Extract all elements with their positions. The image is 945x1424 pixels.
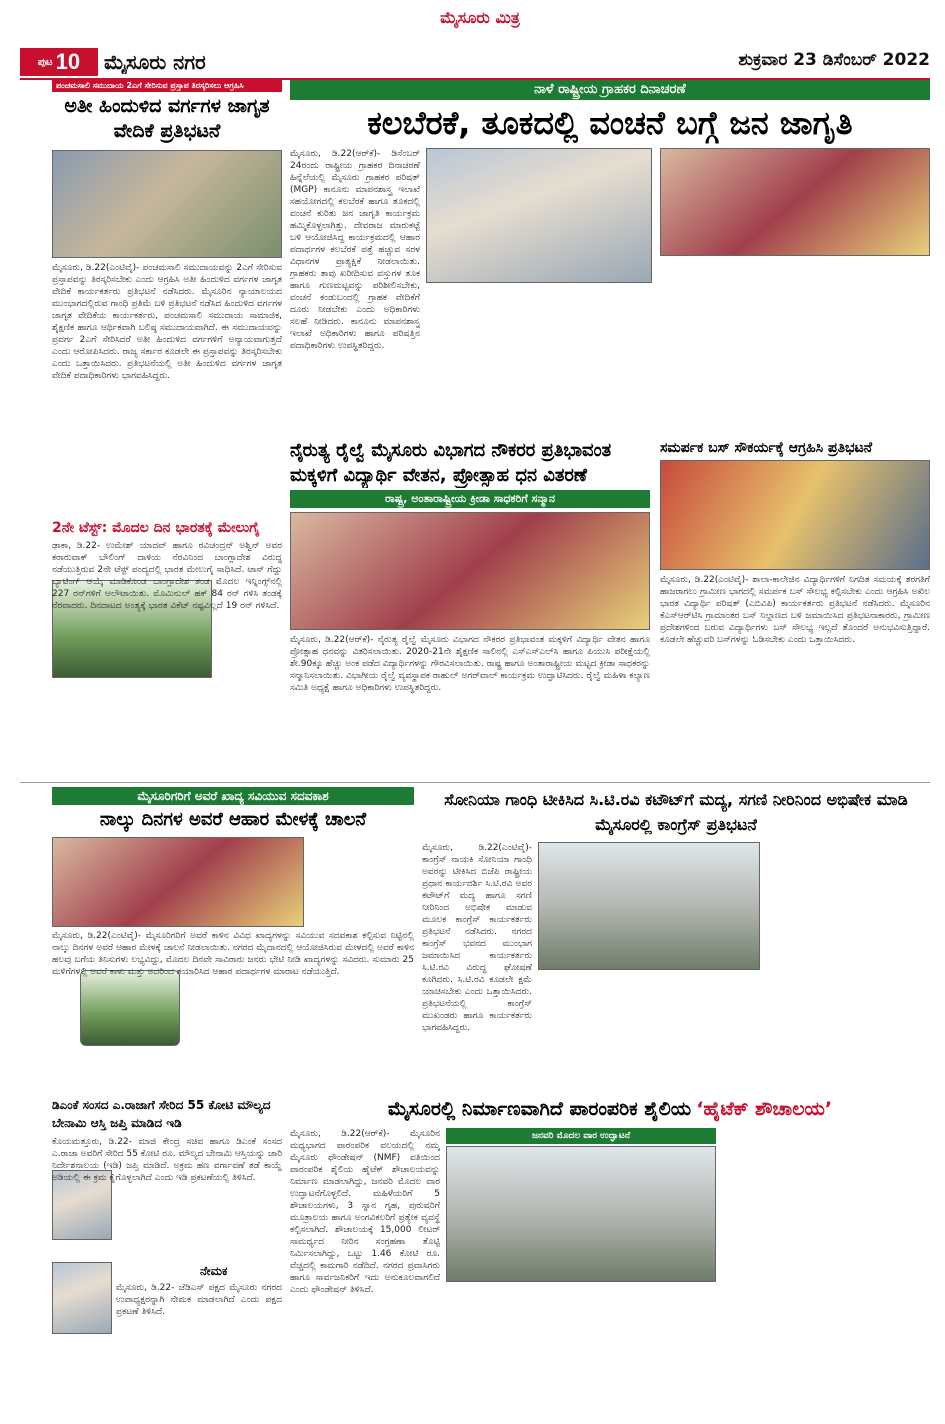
a2-body-continued	[426, 288, 652, 431]
a6-body: ಮೈಸೂರು, ಡಿ.22(ಎಂಟಿವೈ)- ಮೈಸೂರಿಗರಿಗೆ ಅವರೆ ಕಾಳಿನ ವಿವಿಧ ಖಾದ್ಯಗಳನ್ನು ಸವಿಯುವ ಸದವಕಾಶ ಕಲ್ಪಿಸುವ ನಿಟ್ಟಿನಲ್ಲಿ ನಾಲ್ಕು ದಿನಗಳ ಅವರೆ ಆಹಾರ ಮೇಳಕ್ಕೆ ಚಾಲನೆ ನೀಡಲಾಯಿತು. ನಗರದ ಮೈದಾನದಲ್ಲಿ ಆಯೋಜಿಸಿರುವ ಮೇಳದಲ್ಲಿ ಅವರೆ ಕಾಳಿನ ಹಲವು ಬಗೆಯ ತಿನಿಸುಗಳು ಲಭ್ಯವಿದ್ದು, ಮೊದಲ ದಿನವೇ ಸಾವಿರಾರು ಜನರು ಭೇಟಿ ನೀಡಿ ಖಾದ್ಯಗಳನ್ನು ಸವಿದರು. ಸುಮಾರು 25 ಮಳಿಗೆಗಳಲ್ಲಿ ಅವರೆ ಕಾಳು ಮತ್ತು ಅದರಿಂದ ತಯಾರಿಸಿದ ಆಹಾರ ಪದಾರ್ಥಗಳ ಮಾರಾಟ ನಡೆಯುತ್ತಿದೆ.	[52, 931, 414, 977]
a8-photo-portrait	[52, 1262, 112, 1334]
a4-body: ಮೈಸೂರು, ಡಿ.22(ಆರ್‌ಕೆ)- ನೈರುತ್ಯ ರೈಲ್ವೆ ಮೈಸೂರು ವಿಭಾಗದ ನೌಕರರ ಪ್ರತಿಭಾವಂತ ಮಕ್ಕಳಿಗೆ ವಿದ್ಯಾರ್ಥಿ ವೇತನ ಹಾಗೂ ಪ್ರೋತ್ಸಾಹ ಧನವನ್ನು ವಿತರಿಸಲಾಯಿತು. 2020-21ನೇ ಶೈಕ್ಷಣಿಕ ಸಾಲಿನಲ್ಲಿ ಎಸ್ಎಸ್ಎಲ್‌ಸಿ ಹಾಗೂ ಪಿಯುಸಿ ಪರೀಕ್ಷೆಯಲ್ಲಿ ಶೇ.90ಕ್ಕೂ ಹೆಚ್ಚು ಅಂಕ ಪಡೆದ ವಿದ್ಯಾರ್ಥಿಗಳನ್ನು ಗೌರವಿಸಲಾಯಿತು. ರಾಷ್ಟ್ರ ಹಾಗೂ ಅಂತಾರಾಷ್ಟ್ರೀಯ ಮಟ್ಟದ ಕ್ರೀಡಾ ಸಾಧಕರನ್ನು ಸನ್ಮಾನಿಸಲಾಯಿತು. ವಿಭಾಗೀಯ ರೈಲ್ವೆ ವ್ಯವಸ್ಥಾಪಕ ರಾಹುಲ್ ಅಗರ್‌ವಾಲ್ ಕಾರ್ಯಕ್ರಮ ಉದ್ಘಾಟಿಸಿದರು. ರೈಲ್ವೆ ಮಹಿಳಾ ಕಲ್ಯಾಣ ಸಮಿತಿ ಅಧ್ಯಕ್ಷೆ ಹಾಗೂ ಅಧಿಕಾರಿಗಳು ಉಪಸ್ಥಿತರಿದ್ದರು.	[290, 635, 650, 693]
a2-body: ಮೈಸೂರು, ಡಿ.22(ಆರ್‌ಕೆ)- ಡಿಸೆಂಬರ್ 24ರಂದು ರಾಷ್ಟ್ರೀಯ ಗ್ರಾಹಕರ ದಿನಾಚರಣೆ ಹಿನ್ನೆಲೆಯಲ್ಲಿ ಮೈಸೂರು ಗ್ರಾಹಕರ ಪರಿಷತ್ (MGP) ಕಾನೂನು ಮಾಪನಶಾಸ್ತ್ರ ಇಲಾಖೆ ಸಹಯೋಗದಲ್ಲಿ ಕಲಬೆರಕೆ ಹಾಗೂ ತೂಕದಲ್ಲಿ ವಂಚನೆ ಕುರಿತು ಜನ ಜಾಗೃತಿ ಕಾರ್ಯಕ್ರಮ ಹಮ್ಮಿಕೊಳ್ಳಲಾಗಿತ್ತು. ದೇವರಾಜ ಮಾರುಕಟ್ಟೆ ಬಳಿ ಆಯೋಜಿಸಿದ್ದ ಕಾರ್ಯಕ್ರಮದಲ್ಲಿ ಆಹಾರ ಪದಾರ್ಥಗಳ ಕಲಬೆರಕೆ ಪತ್ತೆ ಹಚ್ಚುವ ಸರಳ ವಿಧಾನಗಳ ಪ್ರಾತ್ಯಕ್ಷಿಕೆ ನೀಡಲಾಯಿತು. ಗ್ರಾಹಕರು ತಾವು ಖರೀದಿಸುವ ವಸ್ತುಗಳ ತೂಕ ಹಾಗೂ ಗುಣಮಟ್ಟವನ್ನು ಪರಿಶೀಲಿಸಬೇಕು, ವಂಚನೆ ಕಂಡುಬಂದಲ್ಲಿ ಗ್ರಾಹಕ ವೇದಿಕೆಗೆ ದೂರು ನೀಡಬೇಕು ಎಂದು ಅಧಿಕಾರಿಗಳು ಸಲಹೆ ನೀಡಿದರು. ಕಾನೂನು ಮಾಪನಶಾಸ್ತ್ರ ಇಲಾಖೆ ಅಧಿಕಾರಿಗಳು ಹಾಗೂ ಪರಿಷತ್ತಿನ ಪದಾಧಿಕಾರಿಗಳು ಉಪಸ್ಥಿತರಿದ್ದರು.	[290, 149, 420, 351]
newspaper-brand: ಮೈಸೂರು ಮಿತ್ರ	[440, 8, 520, 27]
a10-photo-toilet	[446, 1146, 716, 1282]
a2-strip: ನಾಳೆ ರಾಷ್ಟ್ರೀಯ ಗ್ರಾಹಕರ ದಿನಾಚರಣೆ	[290, 80, 930, 100]
a7-body: ಕೊಯಮತ್ತೂರು, ಡಿ.22- ಮಾಜಿ ಕೇಂದ್ರ ಸಚಿವ ಹಾಗೂ ಡಿಎಂಕೆ ಸಂಸದ ಎ.ರಾಜಾ ಅವರಿಗೆ ಸೇರಿದ 55 ಕೋಟಿ ರೂ. ಮೌಲ್ಯದ ಬೇನಾಮಿ ಆಸ್ತಿಯನ್ನು ಜಾರಿ ನಿರ್ದೇಶನಾಲಯ (ಇಡಿ) ಜಪ್ತಿ ಮಾಡಿದೆ. ಅಕ್ರಮ ಹಣ ವರ್ಗಾವಣೆ ತಡೆ ಕಾಯ್ದೆ ಅಡಿಯಲ್ಲಿ ಈ ಕ್ರಮ ಕೈಗೊಳ್ಳಲಾಗಿದೆ ಎಂದು ಇಡಿ ಪ್ರಕಟಣೆಯಲ್ಲಿ ತಿಳಿಸಿದೆ.	[52, 1137, 282, 1183]
a10-headline	[290, 1094, 930, 1124]
a9-body-continued	[538, 974, 760, 1088]
a9-photo-protest	[538, 842, 760, 970]
issue-date: ಶುಕ್ರವಾರ 23 ಡಿಸೆಂಬರ್ 2022	[738, 50, 930, 70]
a4-photo-group	[290, 512, 650, 630]
a10-headline-part2: ‘ಹೈಟೆಕ್ ಶೌಚಾಲಯ’	[696, 1098, 833, 1120]
a6-photo-inauguration	[52, 837, 304, 927]
a1-kicker: ಪಂಚಮಸಾಲಿ ಸಮುದಾಯ 2ಎಗೆ ಸೇರಿಸುವ ಪ್ರಸ್ತಾಪ ತಿರಸ್ಕರಿಸಲು ಆಗ್ರಹಿಸಿ	[52, 80, 282, 92]
a5-headline: ಸಮರ್ಪಕ ಬಸ್ ಸೌಕರ್ಯಕ್ಕೆ ಆಗ್ರಹಿಸಿ ಪ್ರತಿಭಟನೆ	[660, 440, 873, 456]
a2-headline: ಕಲಬೆರಕೆ, ತೂಕದಲ್ಲಿ ವಂಚನೆ ಬಗ್ಗೆ ಜನ ಜಾಗೃತಿ	[367, 104, 853, 142]
a3-body: ಢಾಕಾ, ಡಿ.22- ಉಮೇಶ್ ಯಾದವ್ ಹಾಗೂ ರವಿಚಂದ್ರನ್ ಅಶ್ವಿನ್ ಅವರ ಕರಾರುವಾಕ್ ಬೌಲಿಂಗ್ ದಾಳಿಯ ನೆರವಿನಿಂದ ಬಾಂಗ್ಲಾದೇಶ ವಿರುದ್ಧ ನಡೆಯುತ್ತಿರುವ 2ನೇ ಟೆಸ್ಟ್ ಪಂದ್ಯದಲ್ಲಿ ಭಾರತ ಮೇಲುಗೈ ಸಾಧಿಸಿದೆ. ಟಾಸ್ ಗೆದ್ದು ಬ್ಯಾಟಿಂಗ್ ಆಯ್ಕೆ ಮಾಡಿಕೊಂಡ ಬಾಂಗ್ಲಾದೇಶ ತಂಡ ಮೊದಲ ಇನ್ನಿಂಗ್ಸ್‌ನಲ್ಲಿ 227 ರನ್‌ಗಳಿಗೆ ಆಲೌಟಾಯಿತು. ಮೊಮಿನುಲ್ ಹಕ್ 84 ರನ್ ಗಳಿಸಿ ತಂಡಕ್ಕೆ ನೆರವಾದರು. ದಿನದಾಟದ ಅಂತ್ಯಕ್ಕೆ ಭಾರತ ವಿಕೆಟ್ ನಷ್ಟವಿಲ್ಲದೆ 19 ರನ್ ಗಳಿಸಿದೆ.	[52, 541, 282, 611]
a7-headline: ಡಿಎಂಕೆ ಸಂಸದ ಎ.ರಾಜಾಗೆ ಸೇರಿದ 55 ಕೋಟಿ ಮೌಲ್ಯದ ಬೇನಾಮಿ ಆಸ್ತಿ ಜಪ್ತಿ ಮಾಡಿದ ಇಡಿ	[52, 1098, 271, 1130]
a10-body-continued	[446, 1286, 716, 1398]
page-number-badge	[20, 48, 98, 76]
a5-photo-protest	[660, 460, 930, 570]
a10-badge: ಜನವರಿ ಮೊದಲ ವಾರ ಉದ್ಘಾಟನೆ	[446, 1128, 716, 1144]
a2-photo-stall	[660, 148, 930, 256]
a9-body: ಮೈಸೂರು, ಡಿ.22(ಎಂಟಿವೈ)- ಕಾಂಗ್ರೆಸ್ ನಾಯಕಿ ಸೋನಿಯಾ ಗಾಂಧಿ ಅವರನ್ನು ಟೀಕಿಸಿದ ಬಿಜೆಪಿ ರಾಷ್ಟ್ರೀಯ ಪ್ರಧಾನ ಕಾರ್ಯದರ್ಶಿ ಸಿ.ಟಿ.ರವಿ ಅವರ ಕಟೌಟ್‌ಗೆ ಮದ್ಯ ಹಾಗೂ ಸಗಣಿ ನೀರಿನಿಂದ ಅಭಿಷೇಕ ಮಾಡುವ ಮೂಲಕ ಕಾಂಗ್ರೆಸ್ ಕಾರ್ಯಕರ್ತರು ಪ್ರತಿಭಟನೆ ನಡೆಸಿದರು. ನಗರದ ಕಾಂಗ್ರೆಸ್ ಭವನದ ಮುಂಭಾಗ ಜಮಾಯಿಸಿದ ಕಾರ್ಯಕರ್ತರು ಸಿ.ಟಿ.ರವಿ ವಿರುದ್ಧ ಘೋಷಣೆ ಕೂಗಿದರು. ಸಿ.ಟಿ.ರವಿ ಕೂಡಲೇ ಕ್ಷಮೆ ಯಾಚಿಸಬೇಕು ಎಂದು ಒತ್ತಾಯಿಸಿದರು. ಪ್ರತಿಭಟನೆಯಲ್ಲಿ ಕಾಂಗ್ರೆಸ್ ಮುಖಂಡರು ಹಾಗೂ ಕಾರ್ಯಕರ್ತರು ಭಾಗವಹಿಸಿದ್ದರು.	[422, 843, 532, 1033]
a2-body-column3	[660, 262, 930, 431]
a6-kicker: ಮೈಸೂರಿಗರಿಗೆ ಅವರೆ ಖಾದ್ಯ ಸವಿಯುವ ಸದವಕಾಶ	[52, 787, 414, 805]
a1-photo-protest	[52, 150, 282, 258]
a4-headline: ನೈರುತ್ಯ ರೈಲ್ವೆ ಮೈಸೂರು ವಿಭಾಗದ ನೌಕರರ ಪ್ರತಿಭಾವಂತ ಮಕ್ಕಳಿಗೆ ವಿದ್ಯಾರ್ಥಿ ವೇತನ, ಪ್ರೋತ್ಸಾಹ ಧನ ವಿತರಣೆ	[290, 440, 612, 486]
a6-headline: ನಾಲ್ಕು ದಿನಗಳ ಅವರೆ ಆಹಾರ ಮೇಳಕ್ಕೆ ಚಾಲನೆ	[99, 809, 367, 830]
section-divider	[20, 782, 930, 783]
page-label: ಪುಟ	[37, 56, 53, 68]
a8-headline: ನೇಮಕ	[200, 1264, 228, 1278]
section-title: ಮೈಸೂರು ನಗರ	[104, 50, 206, 74]
a2-photo-demo	[426, 148, 652, 283]
a3-headline: 2ನೇ ಟೆಸ್ಟ್: ಮೊದಲ ದಿನ ಭಾರತಕ್ಕೆ ಮೇಲುಗೈ	[52, 520, 260, 536]
a5-body: ಮೈಸೂರು, ಡಿ.22(ಎಂಟಿವೈ)- ಶಾಲಾ-ಕಾಲೇಜಿನ ವಿದ್ಯಾರ್ಥಿಗಳಿಗೆ ನಿಗದಿತ ಸಮಯಕ್ಕೆ ತರಗತಿಗೆ ಹಾಜರಾಗಲು ಗ್ರಾಮೀಣ ಭಾಗದಲ್ಲಿ ಸಮರ್ಪಕ ಬಸ್ ಸೌಲಭ್ಯ ಕಲ್ಪಿಸಬೇಕು ಎಂದು ಆಗ್ರಹಿಸಿ ಅಖಿಲ ಭಾರತ ವಿದ್ಯಾರ್ಥಿ ಪರಿಷತ್ (ಎಬಿವಿಪಿ) ಕಾರ್ಯಕರ್ತರು ಪ್ರತಿಭಟನೆ ನಡೆಸಿದರು. ಮೈಸೂರಿನ ಕೆಎಸ್ಆರ್‌ಟಿಸಿ ಗ್ರಾಮಾಂತರ ಬಸ್ ನಿಲ್ದಾಣದ ಬಳಿ ಜಮಾಯಿಸಿದ ಪ್ರತಿಭಟನಾಕಾರರು, ಗ್ರಾಮೀಣ ಪ್ರದೇಶಗಳಿಂದ ಬರುವ ವಿದ್ಯಾರ್ಥಿಗಳು ಬಸ್ ಸೌಲಭ್ಯ ಇಲ್ಲದೆ ತೊಂದರೆ ಅನುಭವಿಸುತ್ತಿದ್ದಾರೆ. ಕೂಡಲೇ ಹೆಚ್ಚುವರಿ ಬಸ್‌ಗಳನ್ನು ಓಡಿಸಬೇಕು ಎಂದು ಒತ್ತಾಯಿಸಿದರು.	[660, 575, 930, 645]
page-number: 10	[55, 49, 81, 74]
a9-body-column3	[766, 842, 930, 1088]
a10-body: ಮೈಸೂರು, ಡಿ.22(ಆರ್‌ಕೆ)- ಮೈಸೂರಿನ ಮಧ್ಯಭಾಗದ ಪಾರಂಪರಿಕ ವಲಯದಲ್ಲಿ ನಮ್ಮ ಮೈಸೂರು ಫೌಂಡೇಷನ್ (NMF) ವತಿಯಿಂದ ಪಾರಂಪರಿಕ ಶೈಲಿಯ ಹೈಟೆಕ್ ಶೌಚಾಲಯವನ್ನು ನಿರ್ಮಾಣ ಮಾಡಲಾಗಿದ್ದು, ಜನವರಿ ಮೊದಲ ವಾರ ಉದ್ಘಾಟನೆಗೊಳ್ಳಲಿದೆ. ಮಹಿಳೆಯರಿಗೆ 5 ಶೌಚಾಲಯಗಳು, 3 ಸ್ನಾನ ಗೃಹ, ಪುರುಷರಿಗೆ ಮೂತ್ರಾಲಯ ಹಾಗೂ ಅಂಗವಿಕಲರಿಗೆ ಪ್ರತ್ಯೇಕ ವ್ಯವಸ್ಥೆ ಕಲ್ಪಿಸಲಾಗಿದೆ. ಶೌಚಾಲಯಕ್ಕೆ 15,000 ಲೀಟರ್ ಸಾಮರ್ಥ್ಯದ ನೀರಿನ ಸಂಗ್ರಹಣಾ ತೊಟ್ಟಿ ನಿರ್ಮಿಸಲಾಗಿದ್ದು, ಒಟ್ಟು 1.46 ಕೋಟಿ ರೂ. ವೆಚ್ಚದಲ್ಲಿ ಕಾಮಗಾರಿ ನಡೆದಿದೆ. ನಗರದ ಪ್ರವಾಸಿಗರು ಹಾಗೂ ಸಾರ್ವಜನಿಕರಿಗೆ ಇದು ಅನುಕೂಲವಾಗಲಿದೆ ಎಂದು ಫೌಂಡೇಷನ್ ತಿಳಿಸಿದೆ.	[290, 1129, 440, 1295]
a9-headline: ಸೋನಿಯಾ ಗಾಂಧಿ ಟೀಕಿಸಿದ ಸಿ.ಟಿ.ರವಿ ಕಟೌಟ್‌ಗೆ ಮದ್ಯ, ಸಗಣಿ ನೀರಿನಿಂದ ಅಭಿಷೇಕ ಮಾಡಿ ಮೈಸೂರಲ್ಲಿ ಕಾಂಗ್ರೆಸ್ ಪ್ರತಿಭಟನೆ	[444, 790, 908, 834]
a8-body: ಮೈಸೂರು, ಡಿ.22- ಜೆಡಿಎಸ್ ಪಕ್ಷದ ಮೈಸೂರು ನಗರದ ಉಪಾಧ್ಯಕ್ಷರನ್ನಾಗಿ ನೇಮಕ ಮಾಡಲಾಗಿದೆ ಎಂದು ಪಕ್ಷದ ಪ್ರಕಟಣೆ ತಿಳಿಸಿದೆ.	[116, 1283, 282, 1317]
a10-headline-part1: ಮೈಸೂರಲ್ಲಿ ನಿರ್ಮಾಣವಾಗಿದೆ ಪಾರಂಪರಿಕ ಶೈಲಿಯ	[387, 1098, 692, 1120]
a1-body: ಮೈಸೂರು, ಡಿ.22(ಎಂಟಿವೈ)- ಪಂಚಮಸಾಲಿ ಸಮುದಾಯವನ್ನು 2ಎಗೆ ಸೇರಿಸುವ ಪ್ರಸ್ತಾಪವನ್ನು ತಿರಸ್ಕರಿಸಬೇಕು ಎಂದು ಆಗ್ರಹಿಸಿ ಅತೀ ಹಿಂದುಳಿದ ವರ್ಗಗಳ ಜಾಗೃತ ವೇದಿಕೆ ಕಾರ್ಯಕರ್ತರು ಪ್ರತಿಭಟನೆ ನಡೆಸಿದರು. ಮೈಸೂರಿನ ನ್ಯಾಯಾಲಯದ ಮುಂಭಾಗದಲ್ಲಿರುವ ಗಾಂಧಿ ಪ್ರತಿಮೆ ಬಳಿ ಪ್ರತಿಭಟನೆ ನಡೆಸಿದ ಹಿಂದುಳಿದ ವರ್ಗಗಳ ಜಾಗೃತ ವೇದಿಕೆಯ ಕಾರ್ಯಕರ್ತರು, ಪಂಚಮಸಾಲಿ ಸಮುದಾಯ ಸಾಮಾಜಿಕ, ಶೈಕ್ಷಣಿಕ ಹಾಗೂ ಆರ್ಥಿಕವಾಗಿ ಬಲಿಷ್ಠ ಸಮುದಾಯವಾಗಿದೆ. ಈ ಸಮುದಾಯವನ್ನು ಪ್ರವರ್ಗ 2ಎಗೆ ಸೇರಿಸಿದರೆ ಅತೀ ಹಿಂದುಳಿದ ವರ್ಗಗಳಿಗೆ ಅನ್ಯಾಯವಾಗುತ್ತದೆ ಎಂದು ಆರೋಪಿಸಿದರು. ರಾಜ್ಯ ಸರ್ಕಾರ ಕೂಡಲೇ ಈ ಪ್ರಸ್ತಾಪವನ್ನು ತಿರಸ್ಕರಿಸಬೇಕು ಎಂದು ಒತ್ತಾಯಿಸಿದರು. ಪ್ರತಿಭಟನೆಯಲ್ಲಿ ಅತೀ ಹಿಂದುಳಿದ ವರ್ಗಗಳ ಜಾಗೃತ ವೇದಿಕೆ ಪದಾಧಿಕಾರಿಗಳು ಭಾಗವಹಿಸಿದ್ದರು.	[52, 263, 282, 381]
a1-headline: ಅತೀ ಹಿಂದುಳಿದ ವರ್ಗಗಳ ಜಾಗೃತ ವೇದಿಕೆ ಪ್ರತಿಭಟನೆ	[64, 95, 270, 142]
a4-subhead: ರಾಷ್ಟ್ರ, ಅಂತಾರಾಷ್ಟ್ರೀಯ ಕ್ರೀಡಾ ಸಾಧಕರಿಗೆ ಸನ್ಮಾನ	[290, 490, 650, 508]
a10-body-column3	[722, 1128, 930, 1398]
